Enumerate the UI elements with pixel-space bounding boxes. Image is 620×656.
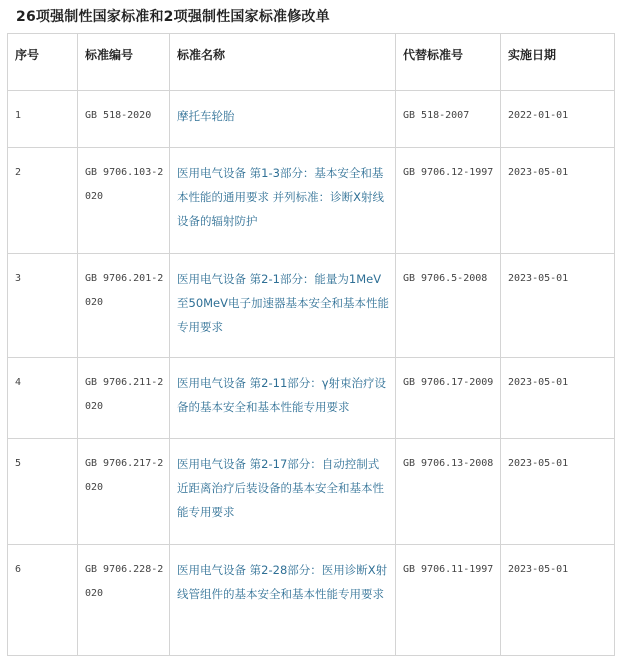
row-date: 2023-05-01 bbox=[508, 564, 569, 575]
row-replace: GB 518-2007 bbox=[403, 110, 470, 121]
row-seq: 5 bbox=[15, 458, 22, 469]
standards-table bbox=[7, 33, 615, 656]
row-name-link[interactable]: 摩托车轮胎 bbox=[177, 109, 235, 123]
table-row bbox=[8, 91, 615, 148]
row-replace: GB 9706.5-2008 bbox=[403, 273, 488, 284]
row-seq: 2 bbox=[15, 167, 22, 178]
row-name-link[interactable]: 医用电气设备 第2-28部分：医用诊断X射线管组件的基本安全和基本性能专用要求 bbox=[177, 563, 388, 601]
row-name-link[interactable]: 医用电气设备 第2-11部分：γ射束治疗设备的基本安全和基本性能专用要求 bbox=[177, 376, 387, 414]
row-seq: 1 bbox=[15, 110, 22, 121]
row-name-link[interactable]: 医用电气设备 第1-3部分：基本安全和基本性能的通用要求 并列标准：诊断X射线设备的辐射防护 bbox=[177, 166, 385, 228]
table-header-row bbox=[8, 34, 615, 91]
table-row bbox=[8, 358, 615, 439]
row-code: GB 9706.228-2020 bbox=[85, 564, 164, 599]
page-title: 26项强制性国家标准和2项强制性国家标准修改单 bbox=[16, 9, 330, 25]
row-code: GB 9706.211-2020 bbox=[85, 377, 164, 412]
row-seq: 3 bbox=[15, 273, 22, 284]
table-row bbox=[8, 439, 615, 545]
row-date: 2022-01-01 bbox=[508, 110, 569, 121]
row-replace: GB 9706.12-1997 bbox=[403, 167, 494, 178]
row-replace: GB 9706.11-1997 bbox=[403, 564, 494, 575]
row-code: GB 9706.103-2020 bbox=[85, 167, 164, 202]
header-replace: 代替标准号 bbox=[396, 34, 501, 91]
row-seq: 4 bbox=[15, 377, 22, 388]
header-seq: 序号 bbox=[8, 34, 78, 91]
row-seq: 6 bbox=[15, 564, 22, 575]
row-code: GB 518-2020 bbox=[85, 110, 152, 121]
table-row bbox=[8, 148, 615, 254]
row-date: 2023-05-01 bbox=[508, 273, 569, 284]
header-date: 实施日期 bbox=[501, 34, 615, 91]
row-date: 2023-05-01 bbox=[508, 167, 569, 178]
row-date: 2023-05-01 bbox=[508, 458, 569, 469]
row-date: 2023-05-01 bbox=[508, 377, 569, 388]
header-name: 标准名称 bbox=[170, 34, 396, 91]
row-code: GB 9706.217-2020 bbox=[85, 458, 164, 493]
row-name-link[interactable]: 医用电气设备 第2-17部分：自动控制式近距离治疗后装设备的基本安全和基本性能专用要求 bbox=[177, 457, 384, 519]
row-name-link[interactable]: 医用电气设备 第2-1部分：能量为1MeV至50MeV电子加速器基本安全和基本性能专用要求 bbox=[177, 272, 389, 334]
row-replace: GB 9706.17-2009 bbox=[403, 377, 494, 388]
row-replace: GB 9706.13-2008 bbox=[403, 458, 494, 469]
row-code: GB 9706.201-2020 bbox=[85, 273, 164, 308]
table-row bbox=[8, 545, 615, 656]
table-row bbox=[8, 254, 615, 358]
header-code: 标准编号 bbox=[78, 34, 170, 91]
